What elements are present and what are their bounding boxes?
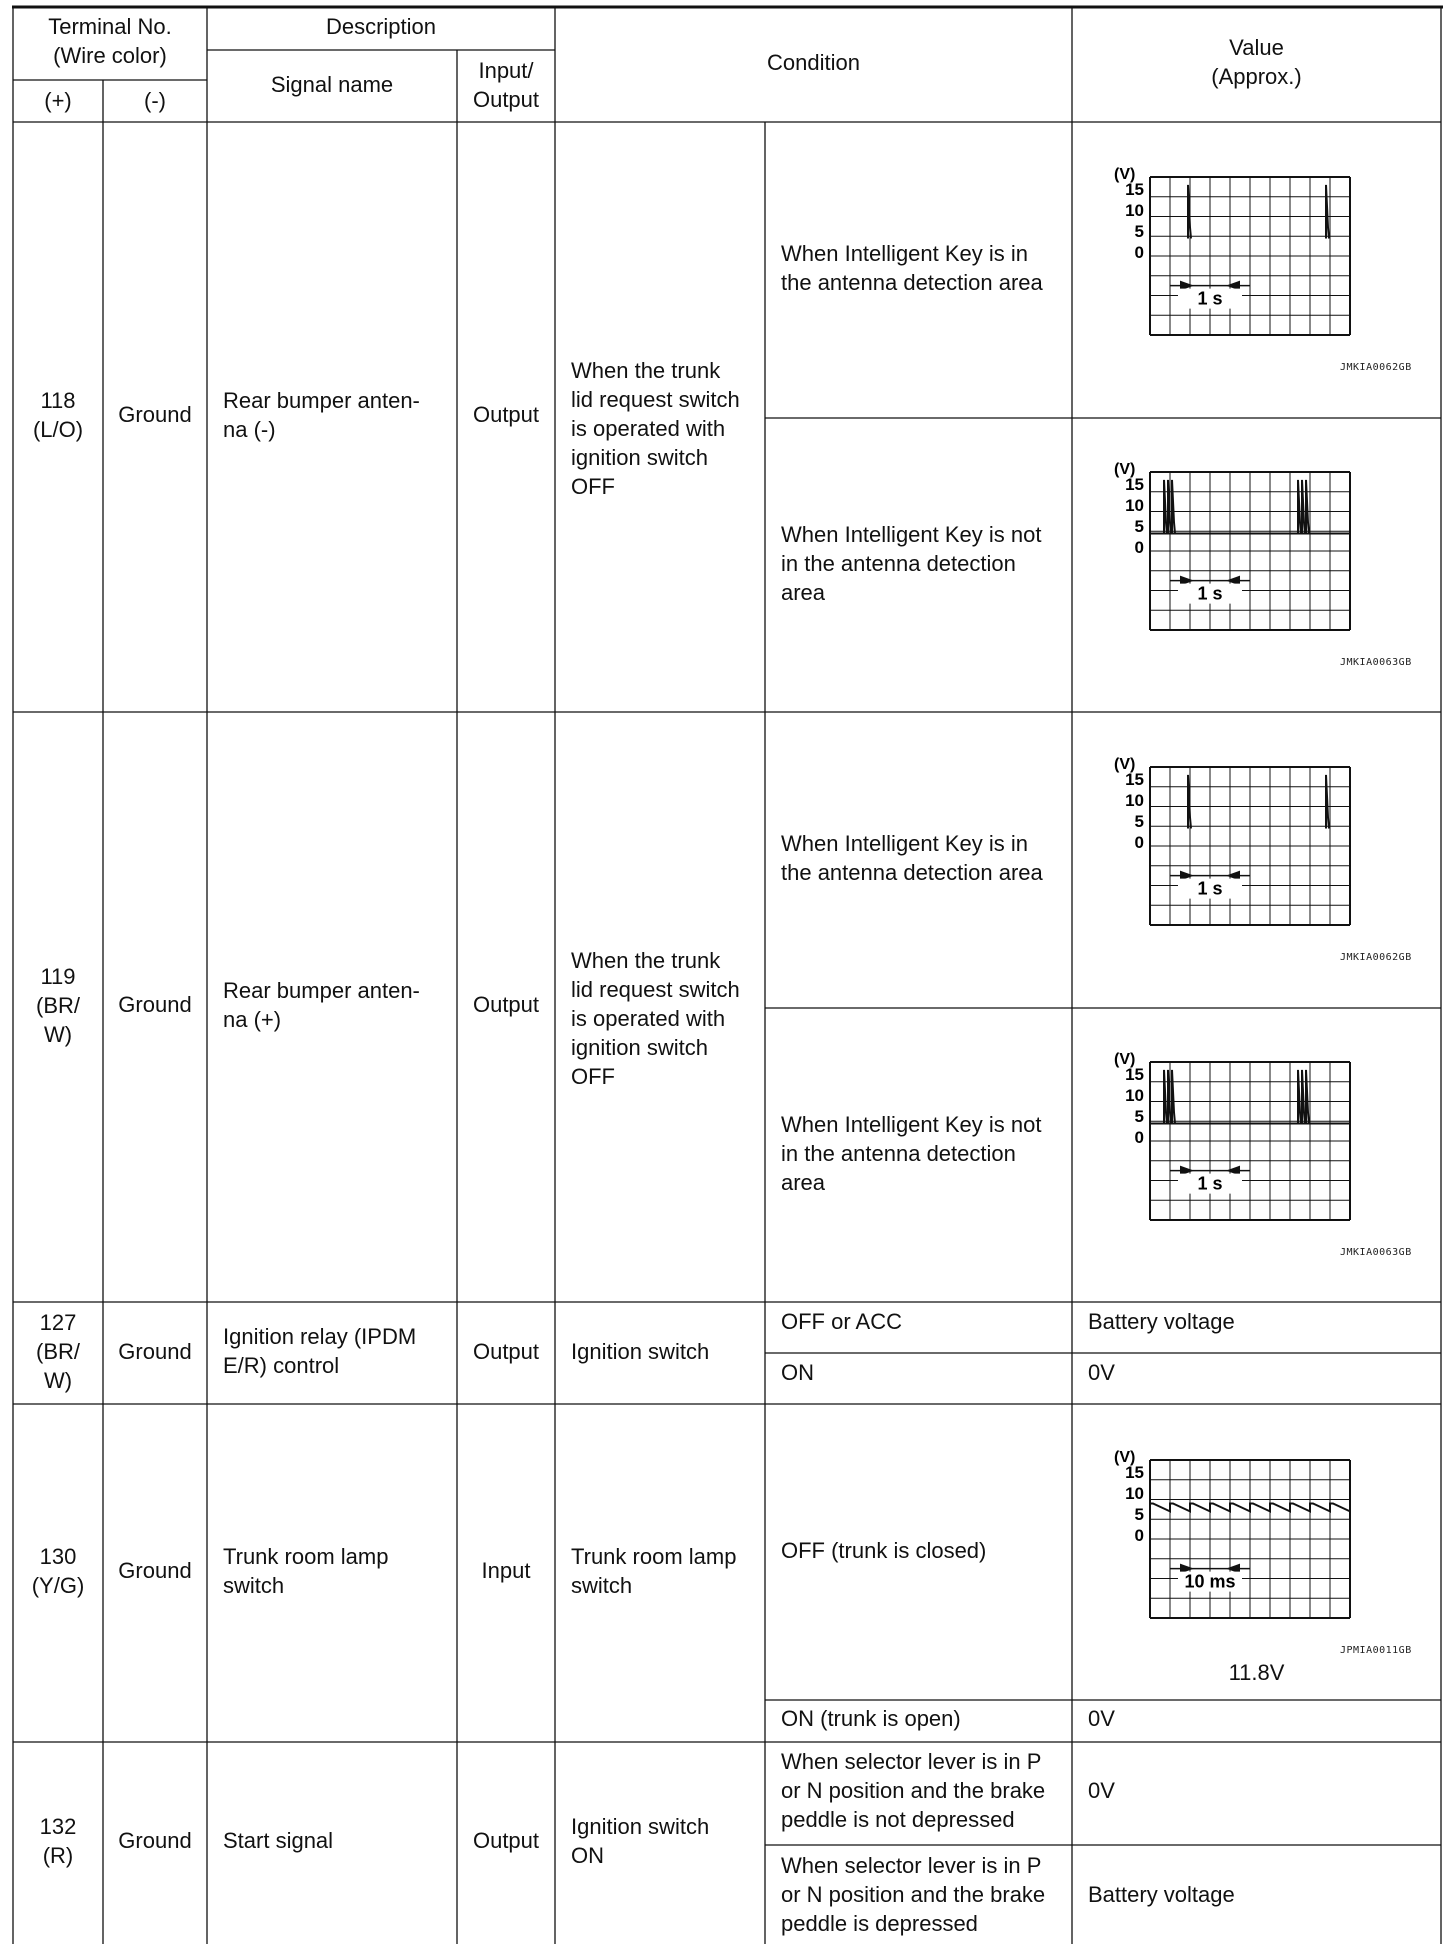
terminal-number: 127 (BR/ W) [36, 1310, 80, 1393]
signal-pulse [1326, 775, 1329, 829]
sub-condition: When selector lever is in P or N position and the brake peddle is not depressed [781, 1749, 1046, 1832]
signal-pulse [1302, 1070, 1305, 1124]
axis-tick-label: 15 [1125, 1463, 1144, 1482]
ground-label: Ground [118, 1828, 192, 1853]
axis-tick-label: 5 [1134, 517, 1144, 536]
sub-condition: OFF (trunk is closed) [781, 1538, 987, 1563]
scope-svg [1110, 1448, 1360, 1628]
oscilloscope-waveform [1110, 165, 1360, 350]
axis-tick-label: 10 [1125, 1484, 1144, 1503]
io-label: Output [472, 402, 540, 427]
value-text: Battery voltage [1088, 1882, 1235, 1907]
ground-label: Ground [118, 402, 192, 427]
scope-svg [1110, 165, 1360, 345]
axis-tick-label: 15 [1125, 475, 1144, 494]
sub-condition: When Intelligent Key is not in the antenna detection area [781, 522, 1042, 605]
oscilloscope-waveform [1110, 1050, 1360, 1235]
sub-condition: OFF or ACC [781, 1309, 903, 1334]
axis-unit: (V) [1114, 756, 1136, 773]
header-terminal-no: Terminal No. (Wire color) [48, 14, 172, 68]
terminal-number: 132 (R) [39, 1814, 77, 1868]
signal-name: Rear bumper anten- na (-) [223, 388, 420, 442]
condition-text: When the trunk lid request switch is operated with ignition switch OFF [571, 358, 740, 499]
signal-name: Ignition relay (IPDM E/R) control [223, 1324, 417, 1378]
axis-unit: (V) [1114, 1449, 1136, 1466]
io-label: Output [472, 1828, 540, 1853]
io-label: Output [472, 1339, 540, 1364]
signal-pulse [1306, 1070, 1309, 1124]
scope-svg [1110, 460, 1360, 640]
header-minus: (-) [144, 88, 166, 113]
figure-code: JPMIA0011GB [1340, 1645, 1412, 1656]
axis-tick-label: 5 [1134, 1505, 1144, 1524]
oscilloscope-waveform [1110, 1448, 1360, 1633]
signal-pulse [1164, 1070, 1167, 1124]
signal-pulse [1302, 480, 1305, 534]
value-text: 0V [1088, 1706, 1115, 1731]
header-signal-name: Signal name [270, 72, 394, 97]
terminal-number: 119 (BR/ W) [36, 964, 80, 1047]
signal-name: Trunk room lamp switch [223, 1544, 389, 1598]
axis-tick-label: 0 [1134, 243, 1144, 262]
terminal-number: 118 (L/O) [32, 388, 84, 442]
io-label: Output [472, 992, 540, 1017]
axis-tick-label: 0 [1134, 1526, 1144, 1545]
signal-pulse [1326, 185, 1329, 239]
header-value: Value (Approx.) [1211, 35, 1302, 89]
time-label: 1 s [1197, 1173, 1223, 1194]
signal-pulse [1172, 1070, 1175, 1124]
time-label: 1 s [1197, 878, 1223, 899]
value-text: 0V [1088, 1778, 1115, 1803]
signal-name: Start signal [223, 1828, 334, 1853]
signal-pulse [1306, 480, 1309, 534]
figure-code: JMKIA0062GB [1340, 362, 1412, 373]
header-input-output: Input/ Output [472, 58, 540, 112]
time-label: 10 ms [1184, 1571, 1236, 1592]
header-condition: Condition [767, 50, 860, 75]
sub-condition: When Intelligent Key is in the antenna detection area [781, 831, 1043, 885]
figure-code: JMKIA0063GB [1340, 657, 1412, 668]
axis-tick-label: 15 [1125, 770, 1144, 789]
ground-label: Ground [118, 1558, 192, 1583]
condition-text: Ignition switch [571, 1339, 710, 1364]
signal-pulse [1298, 480, 1301, 534]
axis-tick-label: 10 [1125, 496, 1144, 515]
signal-name: Rear bumper anten- na (+) [223, 978, 420, 1032]
axis-tick-label: 5 [1134, 812, 1144, 831]
oscilloscope-waveform [1110, 460, 1360, 645]
axis-unit: (V) [1114, 166, 1136, 183]
axis-tick-label: 5 [1134, 1107, 1144, 1126]
condition-text: When the trunk lid request switch is operated with ignition switch OFF [571, 948, 740, 1089]
signal-waveform [1150, 1503, 1350, 1511]
axis-tick-label: 0 [1134, 538, 1144, 557]
axis-tick-label: 15 [1125, 180, 1144, 199]
axis-tick-label: 0 [1134, 1128, 1144, 1147]
signal-pulse [1298, 1070, 1301, 1124]
axis-unit: (V) [1114, 1051, 1136, 1068]
scope-svg [1110, 755, 1360, 935]
condition-text: Ignition switch ON [571, 1814, 710, 1868]
sub-condition: ON (trunk is open) [781, 1706, 961, 1731]
value-text: 11.8V [1228, 1660, 1285, 1685]
header-description: Description [325, 14, 437, 39]
ground-label: Ground [118, 992, 192, 1017]
figure-code: JMKIA0063GB [1340, 1247, 1412, 1258]
header-plus: (+) [44, 88, 72, 113]
condition-text: Trunk room lamp switch [571, 1544, 737, 1598]
axis-tick-label: 5 [1134, 222, 1144, 241]
time-label: 1 s [1197, 288, 1223, 309]
axis-tick-label: 10 [1125, 201, 1144, 220]
figure-code: JMKIA0062GB [1340, 952, 1412, 963]
io-label: Input [481, 1558, 531, 1583]
value-text: 0V [1088, 1360, 1115, 1385]
signal-pulse [1164, 480, 1167, 534]
terminal-number: 130 (Y/G) [31, 1544, 85, 1598]
sub-condition: ON [781, 1360, 814, 1385]
scope-svg [1110, 1050, 1360, 1230]
sub-condition: When Intelligent Key is not in the antenna detection area [781, 1112, 1042, 1195]
oscilloscope-waveform [1110, 755, 1360, 940]
axis-tick-label: 10 [1125, 1086, 1144, 1105]
signal-pulse [1172, 480, 1175, 534]
time-label: 1 s [1197, 583, 1223, 604]
axis-tick-label: 0 [1134, 833, 1144, 852]
ground-label: Ground [118, 1339, 192, 1364]
axis-tick-label: 10 [1125, 791, 1144, 810]
axis-unit: (V) [1114, 461, 1136, 478]
sub-condition: When selector lever is in P or N position and the brake peddle is depressed [781, 1853, 1046, 1936]
sub-condition: When Intelligent Key is in the antenna detection area [781, 241, 1043, 295]
value-text: Battery voltage [1088, 1309, 1235, 1334]
axis-tick-label: 15 [1125, 1065, 1144, 1084]
